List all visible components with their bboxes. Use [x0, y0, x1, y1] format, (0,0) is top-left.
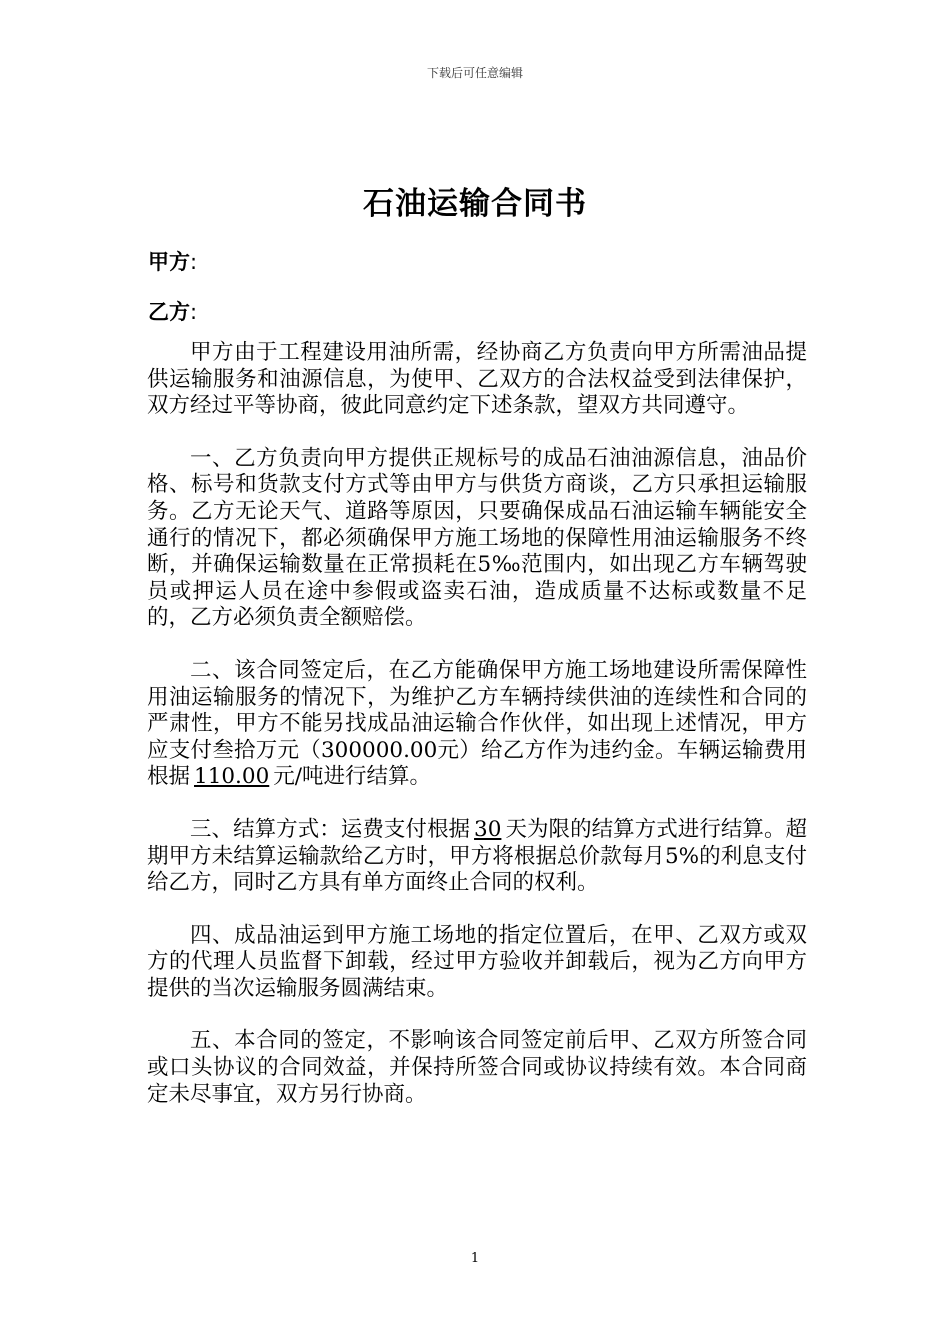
party-b-line [148, 296, 197, 326]
header-note: 下载后可任意编辑 [426, 66, 523, 80]
document-title: 石油运输合同书 [363, 186, 587, 222]
intro-paragraph: 甲方由于工程建设用油所需，经协商乙方负责向甲方所需油品提供运输服务和油源信息，为使甲、乙双方的合法权益受到法律保护，双方经过平等协商，彼此同意约定下述条款，望双方共同遵守。 [147, 340, 807, 419]
clause-2-text-after: 元/吨进行结算。 [273, 764, 431, 790]
clause-5-paragraph: 五、本合同的签定，不影响该合同签定前后甲、乙双方所签合同或口头协议的合同效益，并保持所签合同或协议持续有效。本合同商定未尽事宜，双方另行协商。 [147, 1028, 807, 1107]
settlement-days-value: 30 [474, 816, 502, 842]
clause-3-text-after: 天为限的结算方式进行结算。超期甲方未结算运输款给乙方时，甲方将根据总价款每月5%的利息支付给乙方，同时乙方具有单方面终止合同的权利。 [147, 816, 807, 896]
clause-4-paragraph: 四、成品油运到甲方施工场地的指定位置后，在甲、乙双方或双方的代理人员监督下卸载，经过甲方验收并卸载后，视为乙方向甲方提供的当次运输服务圆满结束。 [147, 922, 807, 1001]
party-a-colon: : [190, 250, 198, 274]
contract-body [147, 340, 807, 1134]
clause-3-paragraph [147, 817, 807, 897]
page-number: 1 [470, 1251, 480, 1266]
party-a-label: 甲方 [148, 250, 190, 274]
party-b-colon: : [190, 300, 198, 324]
freight-rate-value: 110.00 [194, 764, 270, 790]
party-a-line [148, 246, 197, 276]
clause-3-text-before: 三、结算方式：运费支付根据 [190, 816, 471, 842]
clause-2-text-before: 二、该合同签定后，在乙方能确保甲方施工场地建设所需保障性用油运输服务的情况下，为维护乙方车辆持续供油的连续性和合同的严肃性，甲方不能另找成品油运输合作伙伴，如出现上述情况，甲方应支付叁拾万元（300000.00元）给乙方作为违约金。车辆运输费用根据 [147, 657, 807, 790]
party-b-label: 乙方 [148, 300, 190, 324]
clause-1-paragraph: 一、乙方负责向甲方提供正规标号的成品石油油源信息，油品价格、标号和货款支付方式等由甲方与供货方商谈，乙方只承担运输服务。乙方无论天气、道路等原因，只要确保成品石油运输车辆能安全通行的情况下，都必须确保甲方施工场地的保障性用油运输服务不终断，并确保运输数量在正常损耗在5‰范围内，如出现乙方车辆驾驶员或押运人员在途中参假或盗卖石油，造成质量不达标或数量不足的，乙方必须负责全额赔偿。 [147, 445, 807, 631]
clause-2-paragraph [147, 658, 807, 791]
